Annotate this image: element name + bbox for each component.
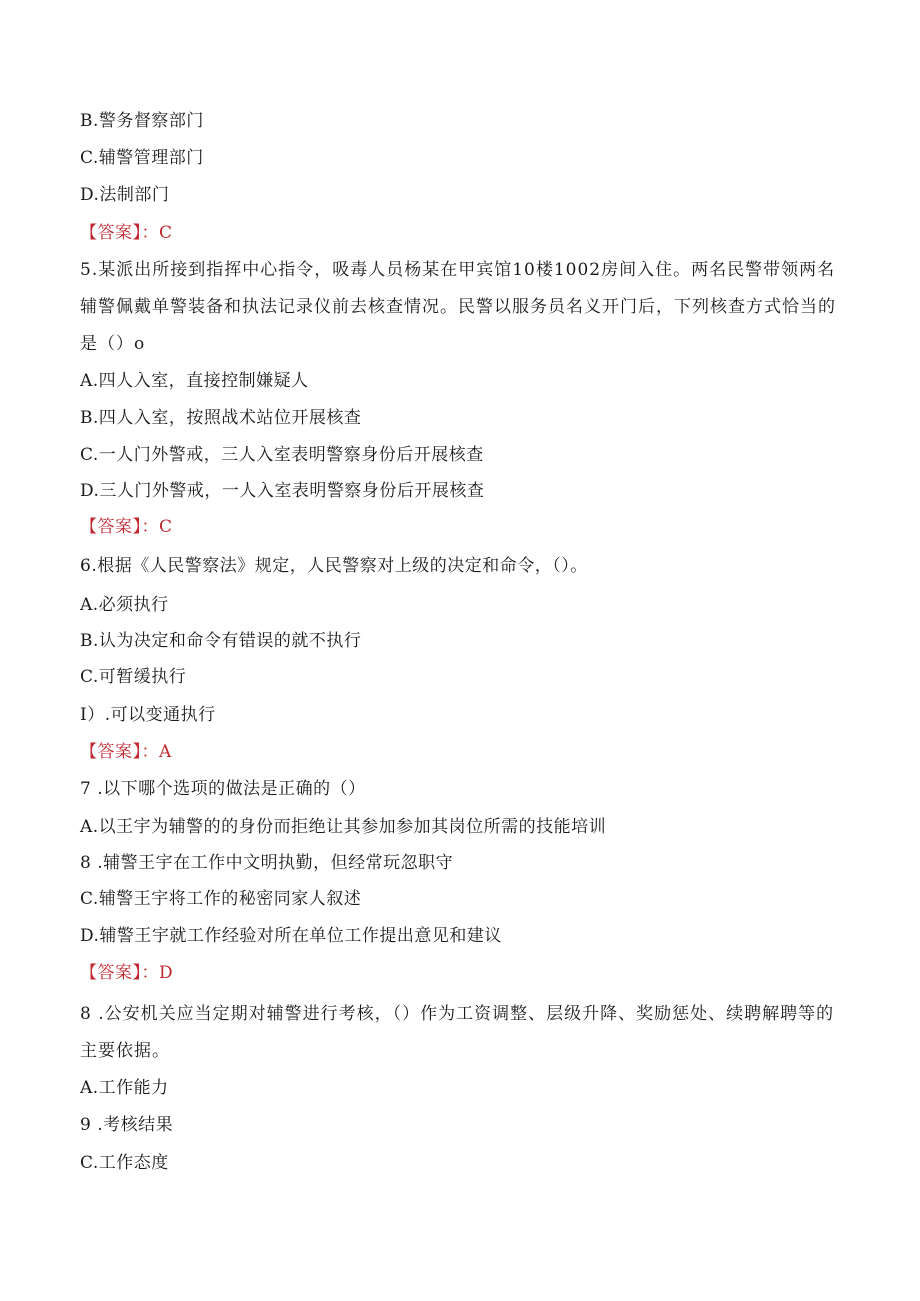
option-a-text: A.工作能力 — [80, 1078, 169, 1098]
question-7-text: 7 .以下哪个选项的做法是正确的（） — [80, 779, 366, 799]
option-c-text: C.一人门外警戒，三人入室表明警察身份后开展核查 — [80, 445, 484, 465]
option-b-text: B.认为决定和命令有错误的就不执行 — [80, 631, 362, 651]
answer-line: 【答案】：C — [80, 223, 173, 243]
question-6-text: 6.根据《人民警察法》规定，人民警察对上级的决定和命令，（）。 — [80, 556, 588, 576]
answer-line: 【答案】：D — [80, 963, 174, 983]
answer-line: 【答案】：A — [80, 742, 172, 762]
option-d-text: I）.可以变通执行 — [80, 705, 216, 725]
option-b-text: B.警务督察部门 — [80, 111, 204, 131]
option-b-text: 9 .考核结果 — [80, 1115, 174, 1135]
option-c-text: C.辅警管理部门 — [80, 148, 204, 168]
answer-line: 【答案】：C — [80, 517, 173, 537]
question-8-text: 8 .公安机关应当定期对辅警进行考核，（）作为工资调整、层级升降、奖励惩处、续聘解聘等的主要依据。 — [80, 1004, 835, 1061]
option-b-text: 8 .辅警王宇在工作中文明执勤，但经常玩忽职守 — [80, 853, 454, 873]
option-d-text: D.辅警王宇就工作经验对所在单位工作提出意见和建议 — [80, 926, 502, 946]
option-c-text: C.可暂缓执行 — [80, 667, 187, 687]
option-b-text: B.四人入室，按照战术站位开展核查 — [80, 408, 362, 428]
option-a-text: A.四人入室，直接控制嫌疑人 — [80, 371, 309, 391]
option-a-text: A.以王宇为辅警的的身份而拒绝让其参加参加其岗位所需的技能培训 — [80, 817, 607, 837]
option-c-text: C.工作态度 — [80, 1153, 169, 1173]
question-5-text: 5.某派出所接到指挥中心指令，吸毒人员杨某在甲宾馆10楼1002房间入住。两名民警带领两名辅警佩戴单警装备和执法记录仪前去核查情况。民警以服务员名义开门后，下列核查方式恰当的是（）o — [80, 260, 836, 354]
option-c-text: C.辅警王宇将工作的秘密同家人叙述 — [80, 889, 362, 909]
option-a-text: A.必须执行 — [80, 595, 169, 615]
option-d-text: D.三人门外警戒，一人入室表明警察身份后开展核查 — [80, 481, 485, 501]
option-d-text: D.法制部门 — [80, 185, 170, 205]
